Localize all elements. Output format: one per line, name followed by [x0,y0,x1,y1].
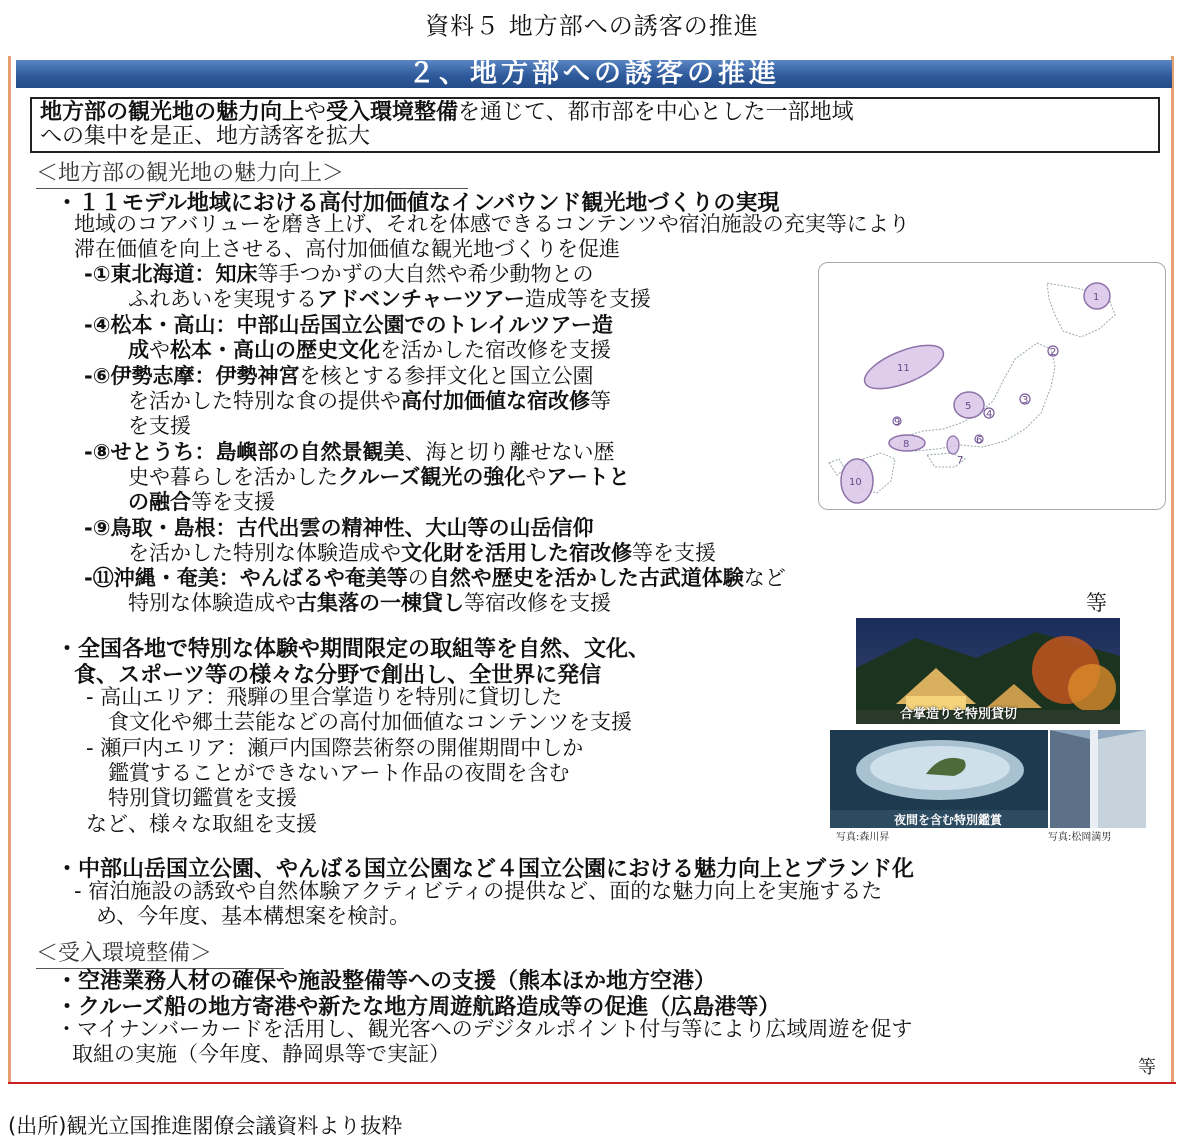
text-bold: -⑧せとうち：島嶼部の自然景観美 [84,440,405,464]
summary-text-3: への集中を是正、地方誘客を拡大 [40,124,371,149]
text-bold: クルーズ観光の強化 [338,465,526,489]
text-line: 滞在価値を向上させる、高付加価値な観光地づくりを促進 [74,237,620,261]
text: 等手つかずの大自然や希少動物との [257,262,594,286]
text: や [149,338,170,362]
text-line: 取組の実施（今年度、静岡県等で実証） [72,1042,450,1066]
map-label: 6 [976,435,983,446]
text-bold: 自然や歴史を活かした古武道体験 [428,566,744,590]
bullet-special-experiences: ・全国各地で特別な体験や期間限定の取組等を自然、文化、 [56,637,651,662]
text-line [128,414,191,438]
text: 特別な体験造成や [128,591,296,615]
etc-label: 等 [1138,1057,1156,1078]
text-line: め、今年度、基本構想案を検討。 [96,904,411,928]
bullet-mynumber: ・マイナンバーカードを活用し、観光客へのデジタルポイント付与等により広域周遊を促す [56,1017,913,1041]
photo-credit: 写真:森川昇 [836,832,890,843]
summary-bold-2: 受入環境整備 [326,100,459,125]
map-label: 10 [849,477,862,488]
text-line [128,338,611,362]
bullet-cruise: ・クルーズ船の地方寄港や新たな地方周遊航路造成等の促進（広島港等） [56,995,781,1020]
text: 史や暮らしを活かした [128,465,338,489]
document-title: 資料５ 地方部への誘客の推進 [425,12,759,40]
text: など [743,566,786,590]
item-okinawa [84,566,786,590]
japan-map-graphic [819,263,1165,509]
text-bold: -⑥伊勢志摩：伊勢神宮 [84,364,300,388]
bullet-model-regions: ・１１モデル地域における高付加価値なインバウンド観光地づくりの実現 [56,191,780,216]
text: を核とする参拝文化と国立公園 [299,364,594,388]
item-ise [84,364,594,388]
source-note: (出所)観光立国推進閣僚会議資料より抜粋 [8,1114,403,1138]
text-line: 特別貸切鑑賞を支援 [108,786,297,810]
text: を活かした特別な体験造成や [128,541,401,565]
map-label: 4 [986,409,993,420]
text-line [128,541,716,565]
photo-architecture [1050,730,1146,828]
summary-text-2: を通じて、都市部を中心とした一部地域 [458,100,854,125]
map-label: 5 [965,401,972,412]
item-hokkaido [84,262,594,286]
photo-caption: 合掌造りを特別貸切 [900,707,1018,722]
text-bold: の融合 [128,490,191,514]
text-line [128,465,630,489]
summary-bold-1: 地方部の観光地の魅力向上 [40,100,305,125]
text: 、海と切り離せない歴 [404,440,615,464]
summary-box [30,97,1160,153]
photo-art-graphic [830,730,1048,828]
text: の [407,566,429,590]
text: 等宿改修を支援 [464,591,611,615]
item-tottori [84,516,594,540]
map-label: 8 [903,439,910,450]
bullet-national-parks: ・中部山岳国立公園、やんばる国立公園など４国立公園における魅力向上とブランド化 [56,857,915,882]
text-bold: 成 [128,338,149,362]
photo-caption: 夜間を含む特別鑑賞 [894,813,1003,827]
text-bold: -⑨鳥取・島根：古代出雲の精神性、大山等の山岳信仰 [84,516,594,540]
text-bold: 古集落の一棟貸し [296,591,464,615]
item-setouchi [84,440,615,464]
photo-credit: 写真:松岡満男 [1048,832,1112,843]
etc-label: 等 [1086,591,1107,615]
text-line [128,591,611,615]
item-matsumoto [84,313,613,337]
photo-gassho-house [856,618,1120,724]
text-line: 地域のコアバリューを磨き上げ、それを体感できるコンテンツや宿泊施設の充実等により [74,212,910,236]
text: を活かした宿改修を支援 [380,338,611,362]
bullet-airport: ・空港業務人材の確保や施設整備等への支援（熊本ほか地方空港） [56,969,717,994]
text-line: 鑑賞することができないアート作品の夜間を含む [108,761,570,785]
text-line: 食文化や郷土芸能などの高付加価値なコンテンツを支援 [108,710,632,734]
slide-banner: ２、地方部への誘客の推進 [16,60,1172,88]
text-bold: -①東北海道：知床 [84,262,258,286]
map-label: 2 [1050,347,1057,358]
text: 造成等を支援 [524,287,651,311]
photo-gassho-graphic [856,618,1120,724]
japan-map [818,262,1166,510]
text-bold: アートと [546,465,630,489]
text-bold: 松本・高山の歴史文化 [170,338,380,362]
section-heading-attractiveness: ＜地方部の観光地の魅力向上＞ [36,156,468,187]
text-bold: -④松本・高山：中部山岳国立公園でのトレイルツアー造 [84,313,613,337]
text-line [128,389,611,413]
section-heading-reception: ＜受入環境整備＞ [36,936,284,967]
bullet-special-experiences-2: 食、スポーツ等の様々な分野で創出し、全世界に発信 [74,663,602,688]
text-bold: 高付加価値な宿改修 [401,389,590,413]
text: を支援 [128,414,191,438]
text: 等を支援 [632,541,716,565]
photo-architecture-graphic [1050,730,1146,828]
text-bold: 文化財を活用した宿改修 [401,541,632,565]
text-line [128,490,275,514]
map-label: 3 [1022,395,1029,406]
text-line: - 宿泊施設の誘致や自然体験アクティビティの提供など、面的な魅力向上を実施するた [74,879,883,903]
text: 等 [590,389,611,413]
text-bold: アドベンチャーツアー [317,287,525,311]
text-line [128,287,651,311]
map-label: 7 [957,455,964,466]
text-bold: -⑪沖縄・奄美：やんばるや奄美等 [84,566,408,590]
text: や [525,465,547,489]
summary-text-1: や [304,100,327,125]
map-label: 11 [897,363,910,374]
map-label: 1 [1093,292,1100,303]
text-line: など、様々な取組を支援 [86,812,317,836]
text-line: - 高山エリア：飛騨の里合掌造りを特別に貸切した [86,685,563,709]
text: 等を支援 [191,490,275,514]
photo-art-installation [830,730,1048,828]
map-label: 9 [894,417,901,428]
text-line: - 瀬戸内エリア：瀬戸内国際芸術祭の開催期間中しか [86,736,584,760]
divider [8,1082,1176,1084]
text: を活かした特別な食の提供や [128,389,401,413]
text: ふれあいを実現する [128,287,317,311]
